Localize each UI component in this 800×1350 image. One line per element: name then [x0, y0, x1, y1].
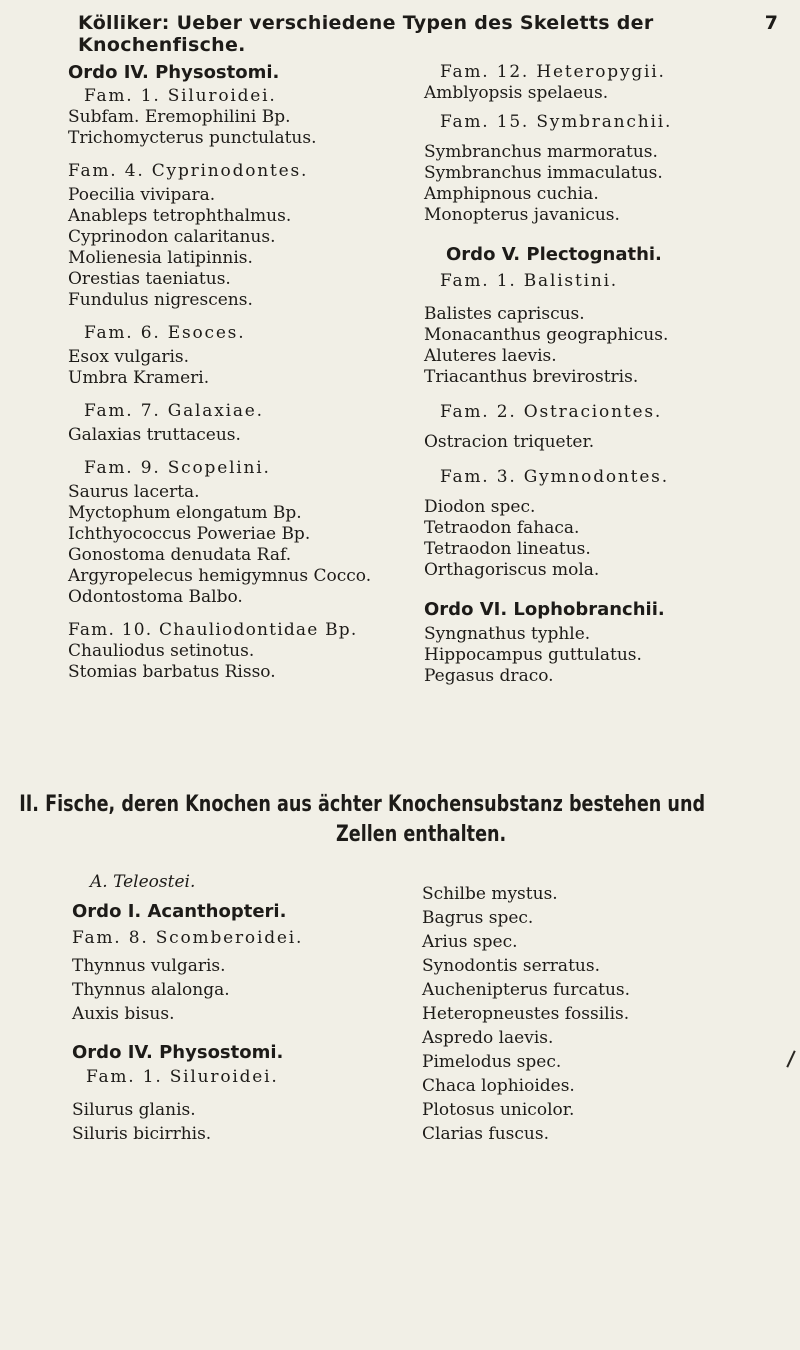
family-heading: Fam. 9. Scopelini. [84, 458, 271, 478]
subsection-heading: A. Teleostei. [90, 872, 196, 892]
subfamily-name: Subfam. Eremophilini Bp. [68, 107, 291, 127]
species-name: Hippocampus guttulatus. [424, 645, 642, 665]
species-name: Galaxias truttaceus. [68, 425, 241, 445]
species-name: Chaca lophioides. [422, 1076, 575, 1096]
species-name: Syngnathus typhle. [424, 624, 591, 644]
species-name: Synodontis serratus. [422, 956, 600, 976]
species-name: Thynnus alalonga. [72, 980, 230, 1000]
species-name: Molienesia latipinnis. [68, 248, 253, 268]
section-heading-line2: Zellen enthalten. [336, 822, 507, 847]
species-name: Symbranchus marmoratus. [424, 142, 658, 162]
margin-mark [786, 1050, 795, 1067]
species-name: Monopterus javanicus. [424, 205, 620, 225]
species-name: Plotosus unicolor. [422, 1100, 575, 1120]
family-heading: Fam. 1. Siluroidei. [84, 86, 277, 106]
species-name: Orthagoriscus mola. [424, 560, 600, 580]
family-heading: Fam. 10. Chauliodontidae Bp. [68, 620, 358, 640]
species-name: Arius spec. [422, 932, 518, 952]
species-name: Ostracion triqueter. [424, 432, 595, 452]
species-name: Symbranchus immaculatus. [424, 163, 663, 183]
species-name: Pimelodus spec. [422, 1052, 562, 1072]
species-name: Orestias taeniatus. [68, 269, 231, 289]
species-name: Diodon spec. [424, 497, 536, 517]
species-name: Schilbe mystus. [422, 884, 558, 904]
species-name: Triacanthus brevirostris. [424, 367, 639, 387]
species-name: Balistes capriscus. [424, 304, 585, 324]
species-name: Silurus glanis. [72, 1100, 196, 1120]
species-name: Amphipnous cuchia. [424, 184, 599, 204]
family-heading: Fam. 2. Ostraciontes. [440, 402, 663, 422]
species-name: Esox vulgaris. [68, 347, 190, 367]
family-heading: Fam. 12. Heteropygii. [440, 62, 666, 82]
species-name: Myctophum elongatum Bp. [68, 503, 302, 523]
species-name: Tetraodon fahaca. [424, 518, 580, 538]
order-heading: Ordo IV. Physostomi. [72, 1042, 284, 1063]
species-name: Trichomycterus punctulatus. [68, 128, 317, 148]
family-heading: Fam. 6. Esoces. [84, 323, 246, 343]
section-heading-line1: II. Fische, deren Knochen aus ächter Knochensubstanz bestehen und [19, 792, 706, 817]
species-name: Anableps tetrophthalmus. [68, 206, 292, 226]
species-name: Fundulus nigrescens. [68, 290, 253, 310]
species-name: Argyropelecus hemigymnus Cocco. [68, 566, 372, 586]
species-name: Clarias fuscus. [422, 1124, 549, 1144]
running-header [0, 6, 800, 56]
species-name: Heteropneustes fossilis. [422, 1004, 630, 1024]
species-name: Amblyopsis spelaeus. [424, 83, 609, 103]
species-name: Aluteres laevis. [424, 346, 557, 366]
order-heading: Ordo VI. Lophobranchii. [424, 599, 665, 620]
family-heading: Fam. 15. Symbranchii. [440, 112, 673, 132]
species-name: Auchenipterus furcatus. [422, 980, 631, 1000]
species-name: Stomias barbatus Risso. [68, 662, 276, 682]
species-name: Tetraodon lineatus. [424, 539, 591, 559]
family-heading: Fam. 1. Siluroidei. [86, 1067, 279, 1087]
species-name: Chauliodus setinotus. [68, 641, 255, 661]
family-heading: Fam. 4. Cyprinodontes. [68, 161, 309, 181]
species-name: Auxis bisus. [72, 1004, 175, 1024]
species-name: Cyprinodon calaritanus. [68, 227, 276, 247]
species-name: Saurus lacerta. [68, 482, 200, 502]
order-heading: Ordo V. Plectognathi. [446, 244, 662, 265]
left-column-bottom [72, 872, 392, 1146]
family-heading: Fam. 1. Balistini. [440, 271, 619, 291]
right-column-bottom [422, 882, 782, 1146]
section-heading [0, 790, 800, 850]
species-name: Odontostoma Balbo. [68, 587, 243, 607]
family-heading: Fam. 8. Scomberoidei. [72, 928, 304, 948]
species-name: Monacanthus geographicus. [424, 325, 669, 345]
species-name: Gonostoma denudata Raf. [68, 545, 292, 565]
order-heading: Ordo IV. Physostomi. [68, 62, 280, 83]
left-column-top [68, 62, 408, 683]
order-heading: Ordo I. Acanthopteri. [72, 901, 287, 922]
family-heading: Fam. 7. Galaxiae. [84, 401, 264, 421]
species-name: Aspredo laevis. [422, 1028, 554, 1048]
right-column-top [424, 62, 784, 687]
species-name: Umbra Krameri. [68, 368, 210, 388]
species-name: Poecilia vivipara. [68, 185, 216, 205]
species-name: Thynnus vulgaris. [72, 956, 226, 976]
species-name: Ichthyococcus Poweriae Bp. [68, 524, 311, 544]
species-name: Pegasus draco. [424, 666, 554, 686]
species-name: Bagrus spec. [422, 908, 534, 928]
page-number: 7 [764, 12, 778, 34]
running-title: Kölliker: Ueber verschiedene Typen des Skeletts der Knochenfische. [78, 12, 654, 56]
family-heading: Fam. 3. Gymnodontes. [440, 467, 669, 487]
species-name: Siluris bicirrhis. [72, 1124, 212, 1144]
